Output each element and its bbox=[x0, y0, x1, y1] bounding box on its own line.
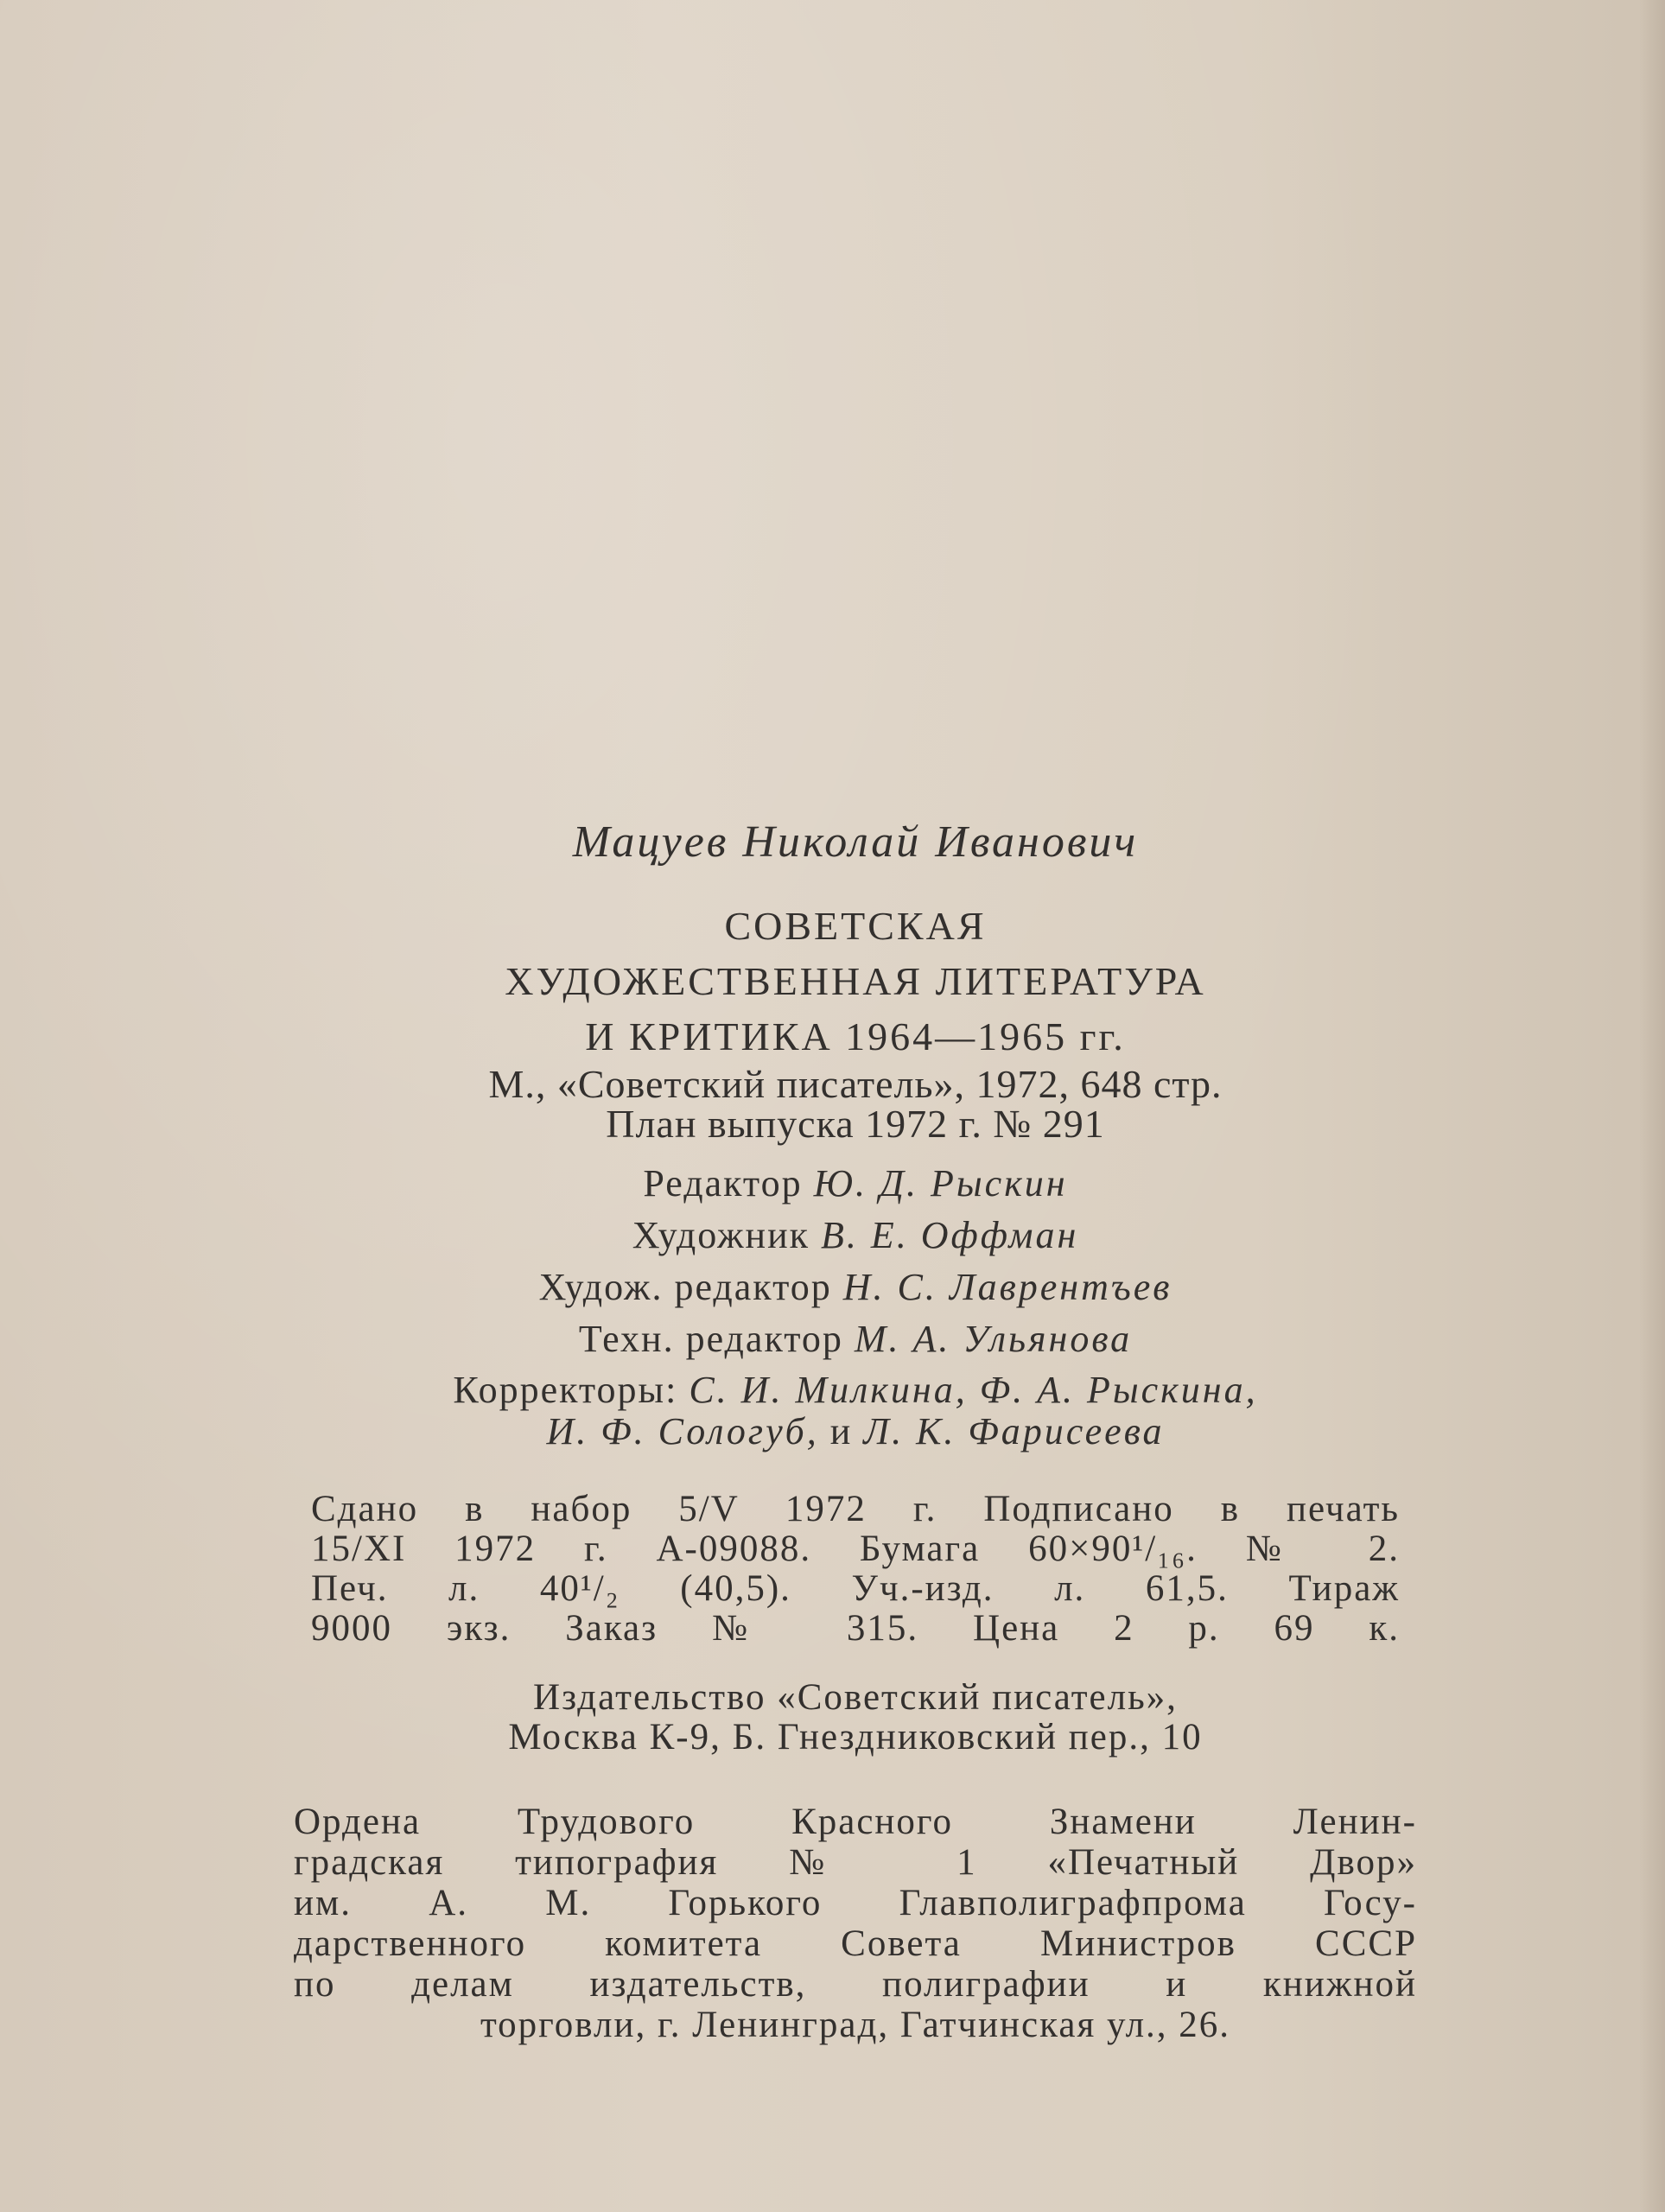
credit-role: Художник bbox=[632, 1214, 810, 1256]
title-line: ХУДОЖЕСТВЕННАЯ ЛИТЕРАТУРА bbox=[505, 959, 1206, 1003]
printer-line: дарственного комитета Совета Министров СССР bbox=[294, 1923, 1417, 1964]
correctors-line-2 bbox=[276, 1411, 1434, 1452]
credit-artist bbox=[276, 1210, 1434, 1262]
credit-name: М. А. Ульянова bbox=[854, 1318, 1133, 1360]
print-details bbox=[311, 1490, 1400, 1649]
credit-role: Худож. редактор bbox=[538, 1266, 832, 1308]
print-line: 15/XI 1972 г. А-09088. Бумага 60×90¹/₁₆. № 2. bbox=[311, 1529, 1400, 1569]
publisher-line: Издательство «Советский писатель», bbox=[533, 1677, 1178, 1718]
publication-line: План выпуска 1972 г. № 291 bbox=[606, 1102, 1105, 1146]
printer-line: торговли, г. Ленинград, Гатчинская ул., 26. bbox=[480, 2005, 1231, 2045]
print-line: 9000 экз. Заказ № 315. Цена 2 р. 69 к. bbox=[311, 1608, 1400, 1649]
printer-line: градская типография № 1 «Печатный Двор» bbox=[294, 1842, 1417, 1883]
credit-name: Н. С. Лаврентъев bbox=[842, 1266, 1172, 1308]
print-line: Печ. л. 40¹/₂ (40,5). Уч.-изд. л. 61,5. Тираж bbox=[311, 1568, 1400, 1609]
correctors-names: Л. К. Фарисеева bbox=[863, 1410, 1165, 1452]
credit-art-editor bbox=[276, 1262, 1434, 1313]
correctors-names: С. И. Милкина, Ф. А. Рыскина, bbox=[689, 1369, 1258, 1411]
publication-info bbox=[276, 1062, 1434, 1146]
credit-role: Техн. редактор bbox=[578, 1318, 843, 1360]
credit-name: Ю. Д. Рыскин bbox=[813, 1162, 1068, 1205]
page-edge-shadow bbox=[1639, 0, 1665, 2212]
book-title bbox=[276, 899, 1434, 1065]
credit-name: В. Е. Оффман bbox=[821, 1214, 1079, 1256]
title-line: И КРИТИКА 1964—1965 гг. bbox=[585, 1014, 1126, 1058]
credit-editor bbox=[276, 1158, 1434, 1210]
correctors-role: Корректоры: bbox=[453, 1369, 678, 1411]
correctors-line-1 bbox=[276, 1370, 1434, 1411]
printer-line: Ордена Трудового Красного Знамени Ленин- bbox=[294, 1802, 1417, 1842]
credits-list bbox=[276, 1158, 1434, 1365]
printer-info bbox=[294, 1802, 1417, 2045]
title-line: СОВЕТСКАЯ bbox=[724, 904, 987, 948]
credit-tech-editor bbox=[276, 1313, 1434, 1365]
correctors bbox=[276, 1370, 1434, 1452]
publication-line: М., «Советский писатель», 1972, 648 стр. bbox=[488, 1062, 1223, 1106]
author-name: Мацуев Николай Иванович bbox=[572, 817, 1139, 867]
correctors-conj: и bbox=[829, 1410, 853, 1452]
credit-role: Редактор bbox=[643, 1162, 803, 1205]
correctors-names: И. Ф. Сологуб, bbox=[546, 1410, 819, 1452]
publisher-address bbox=[276, 1678, 1434, 1758]
publisher-line: Москва К-9, Б. Гнездниковский пер., 10 bbox=[508, 1717, 1203, 1758]
printer-line: по делам издательств, полиграфии и книжной bbox=[294, 1964, 1417, 2005]
printer-line: им. А. М. Горького Главполиграфпрома Госу- bbox=[294, 1883, 1417, 1923]
print-line: Сдано в набор 5/V 1972 г. Подписано в печать bbox=[311, 1489, 1400, 1529]
